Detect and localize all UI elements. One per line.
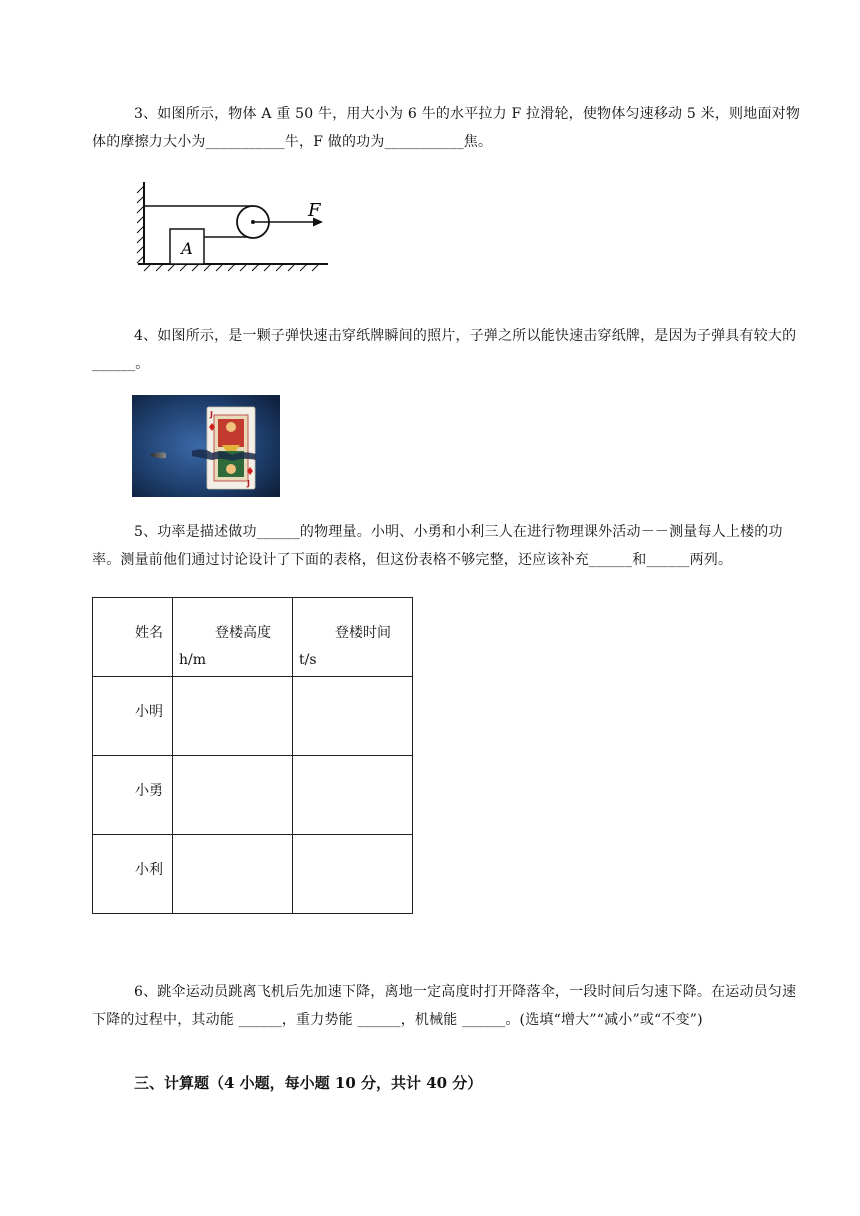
measurement-table (92, 597, 413, 914)
table-cell-name: 小勇 (93, 756, 173, 835)
question-6-text: 6、跳伞运动员跳离飞机后先加速下降，离地一定高度时打开降落伞，一段时间后匀速下降。在运动员匀速下降的过程中，其动能 ______，重力势能 ______，机械能 ______。(选填“增大”“减小”或“不变”) (92, 984, 797, 1028)
table-row (93, 756, 413, 835)
section-heading: 三、计算题（4 小题，每小题 10 分，共计 40 分） (134, 1074, 483, 1092)
table-header-row (93, 598, 413, 677)
table-cell (173, 677, 293, 756)
table-cell (293, 756, 413, 835)
table-header-cell: 登楼高度 h/m (173, 598, 293, 677)
table-cell (293, 677, 413, 756)
block-a-label: A (181, 239, 193, 258)
playing-card (207, 407, 255, 489)
table-row (93, 677, 413, 756)
table-cell (293, 835, 413, 914)
table-cell (173, 835, 293, 914)
table-cell-name: 小明 (93, 677, 173, 756)
table-cell-name: 小利 (93, 835, 173, 914)
table-header-cell: 登楼时间 t/s (293, 598, 413, 677)
table-row (93, 835, 413, 914)
question-3-text: 3、如图所示，物体 A 重 50 牛，用大小为 6 牛的水平拉力 F 拉滑轮，使物体匀速移动 5 米，则地面对物体的摩擦力大小为___________牛，F 做的功为___________焦。 (92, 106, 801, 150)
card-rank-top: J (210, 410, 213, 419)
force-label: F (308, 200, 321, 221)
table-header-cell: 姓名 (93, 598, 173, 677)
bullet-card-photo (132, 395, 280, 497)
question-5-text: 5、功率是描述做功______的物理量。小明、小勇和小利三人在进行物理课外活动－－测量每人上楼的功率。测量前他们通过讨论设计了下面的表格，但这份表格不够完整，还应该补充______和______两列。 (92, 524, 783, 568)
question-4-text: 4、如图所示，是一颗子弹快速击穿纸牌瞬间的照片，子弹之所以能快速击穿纸牌，是因为子弹具有较大的______。 (92, 328, 797, 372)
table-cell (173, 756, 293, 835)
card-rank-bottom: J (247, 479, 250, 488)
pulley-diagram (128, 176, 333, 272)
